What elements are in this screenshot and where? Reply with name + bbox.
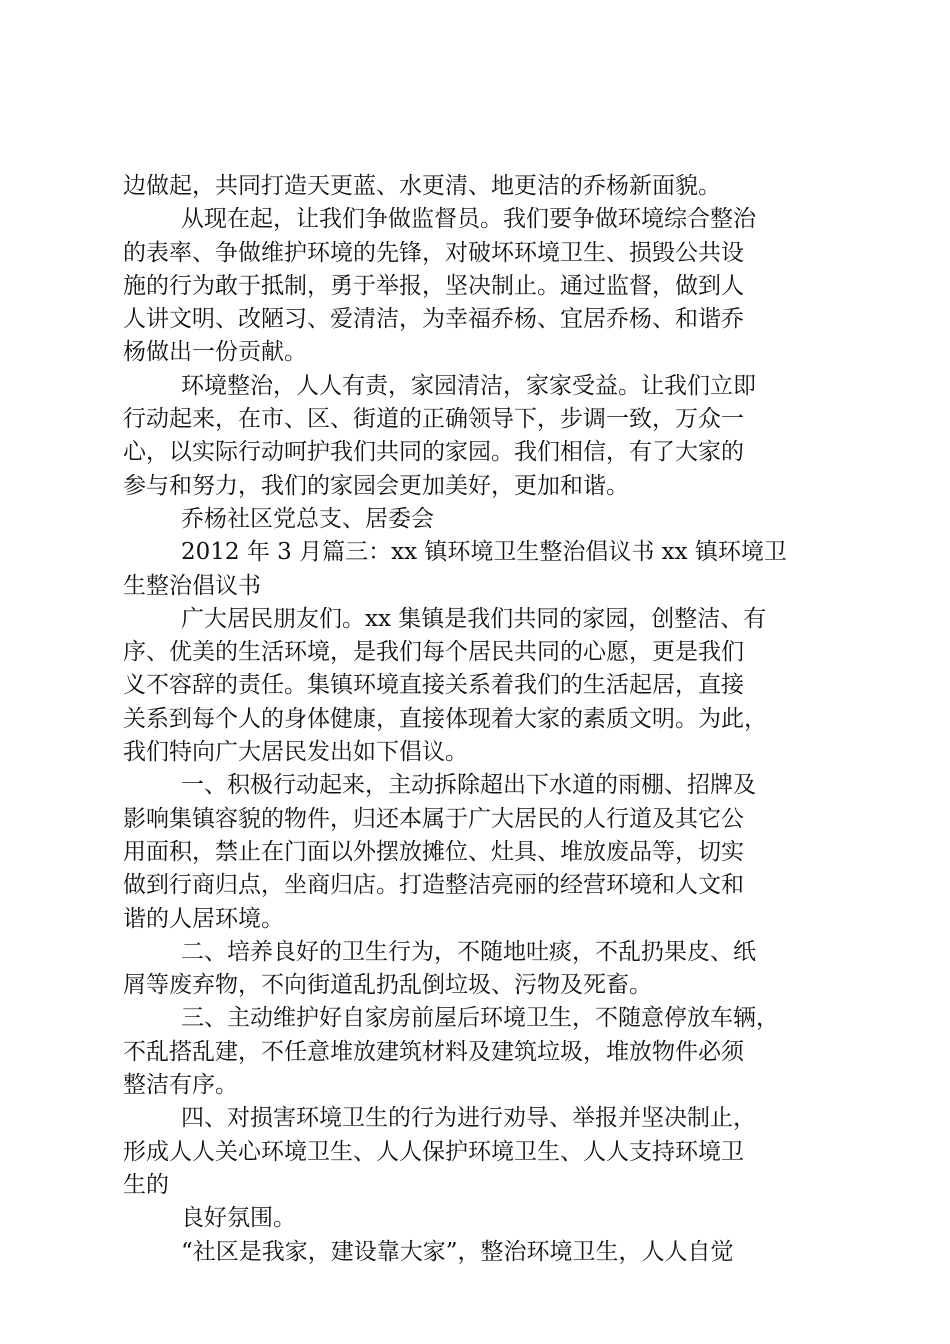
- text-line: 影响集镇容貌的物件，归还本属于广大居民的人行道及其它公: [123, 805, 744, 832]
- text-line: 广大居民朋友们。xx 集镇是我们共同的家园，创整洁、有: [181, 605, 767, 632]
- text-line: 四、对损害环境卫生的行为进行劝导、举报并坚决制止，: [181, 1105, 756, 1132]
- text-line: 序、优美的生活环境，是我们每个居民共同的心愿，更是我们: [123, 639, 744, 666]
- text-line: 谐的人居环境。: [123, 905, 284, 932]
- document-body: [123, 170, 833, 1269]
- text-line: “社区是我家，建设靠大家”，整治环境卫生，人人自觉: [181, 1238, 734, 1265]
- text-line: 我们特向广大居民发出如下倡议。: [123, 739, 468, 766]
- text-line: 生整治倡议书: [123, 572, 261, 599]
- text-line: 用面积，禁止在门面以外摆放摊位、灶具、堆放废品等，切实: [123, 838, 744, 865]
- text-line: 屑等废弃物，不向街道乱扔乱倒垃圾、污物及死畜。: [123, 972, 652, 999]
- text-line: 从现在起，让我们争做监督员。我们要争做环境综合整治: [181, 206, 756, 233]
- text-line: 形成人人关心环境卫生、人人保护环境卫生、人人支持环境卫: [123, 1138, 744, 1165]
- text-line: 的表率、争做维护环境的先锋，对破坏环境卫生、损毁公共设: [123, 239, 744, 266]
- text-line: 施的行为敢于抵制，勇于举报，坚决制止。通过监督，做到人: [123, 272, 744, 299]
- text-line: 做到行商归点，坐商归店。打造整洁亮丽的经营环境和人文和: [123, 872, 744, 899]
- text-line: 边做起，共同打造天更蓝、水更清、地更洁的乔杨新面貌。: [123, 173, 721, 199]
- text-line: 参与和努力，我们的家园会更加美好，更加和谐。: [123, 472, 629, 499]
- text-line: 关系到每个人的身体健康，直接体现着大家的素质文明。为此，: [123, 705, 767, 732]
- text-line: 整洁有序。: [123, 1072, 238, 1099]
- text-line: 心，以实际行动呵护我们共同的家园。我们相信，有了大家的: [123, 439, 744, 466]
- text-line: 杨做出一份贡献。: [123, 339, 307, 366]
- text-line: 乔杨社区党总支、居委会: [181, 505, 434, 532]
- text-line: 环境整治，人人有责，家园清洁，家家受益。让我们立即: [181, 372, 756, 399]
- text-line: 行动起来，在市、区、街道的正确领导下，步调一致，万众一: [123, 406, 744, 433]
- text-line: 2012 年 3 月篇三：xx 镇环境卫生整治倡议书 xx 镇环境卫: [181, 539, 787, 566]
- text-line: 二、培养良好的卫生行为，不随地吐痰，不乱扔果皮、纸: [181, 938, 756, 965]
- text-line: 义不容辞的责任。集镇环境直接关系着我们的生活起居，直接: [123, 672, 744, 699]
- text-line: 人讲文明、改陋习、爱清洁，为幸福乔杨、宜居乔杨、和谐乔: [123, 306, 744, 333]
- text-line: 不乱搭乱建，不任意堆放建筑材料及建筑垃圾，堆放物件必须: [123, 1038, 744, 1065]
- text-line: 一、积极行动起来，主动拆除超出下水道的雨棚、招牌及: [181, 772, 756, 799]
- text-line: 生的: [123, 1171, 169, 1198]
- text-line: 良好氛围。: [181, 1205, 296, 1232]
- text-line: 三、主动维护好自家房前屋后环境卫生，不随意停放车辆，: [181, 1005, 779, 1032]
